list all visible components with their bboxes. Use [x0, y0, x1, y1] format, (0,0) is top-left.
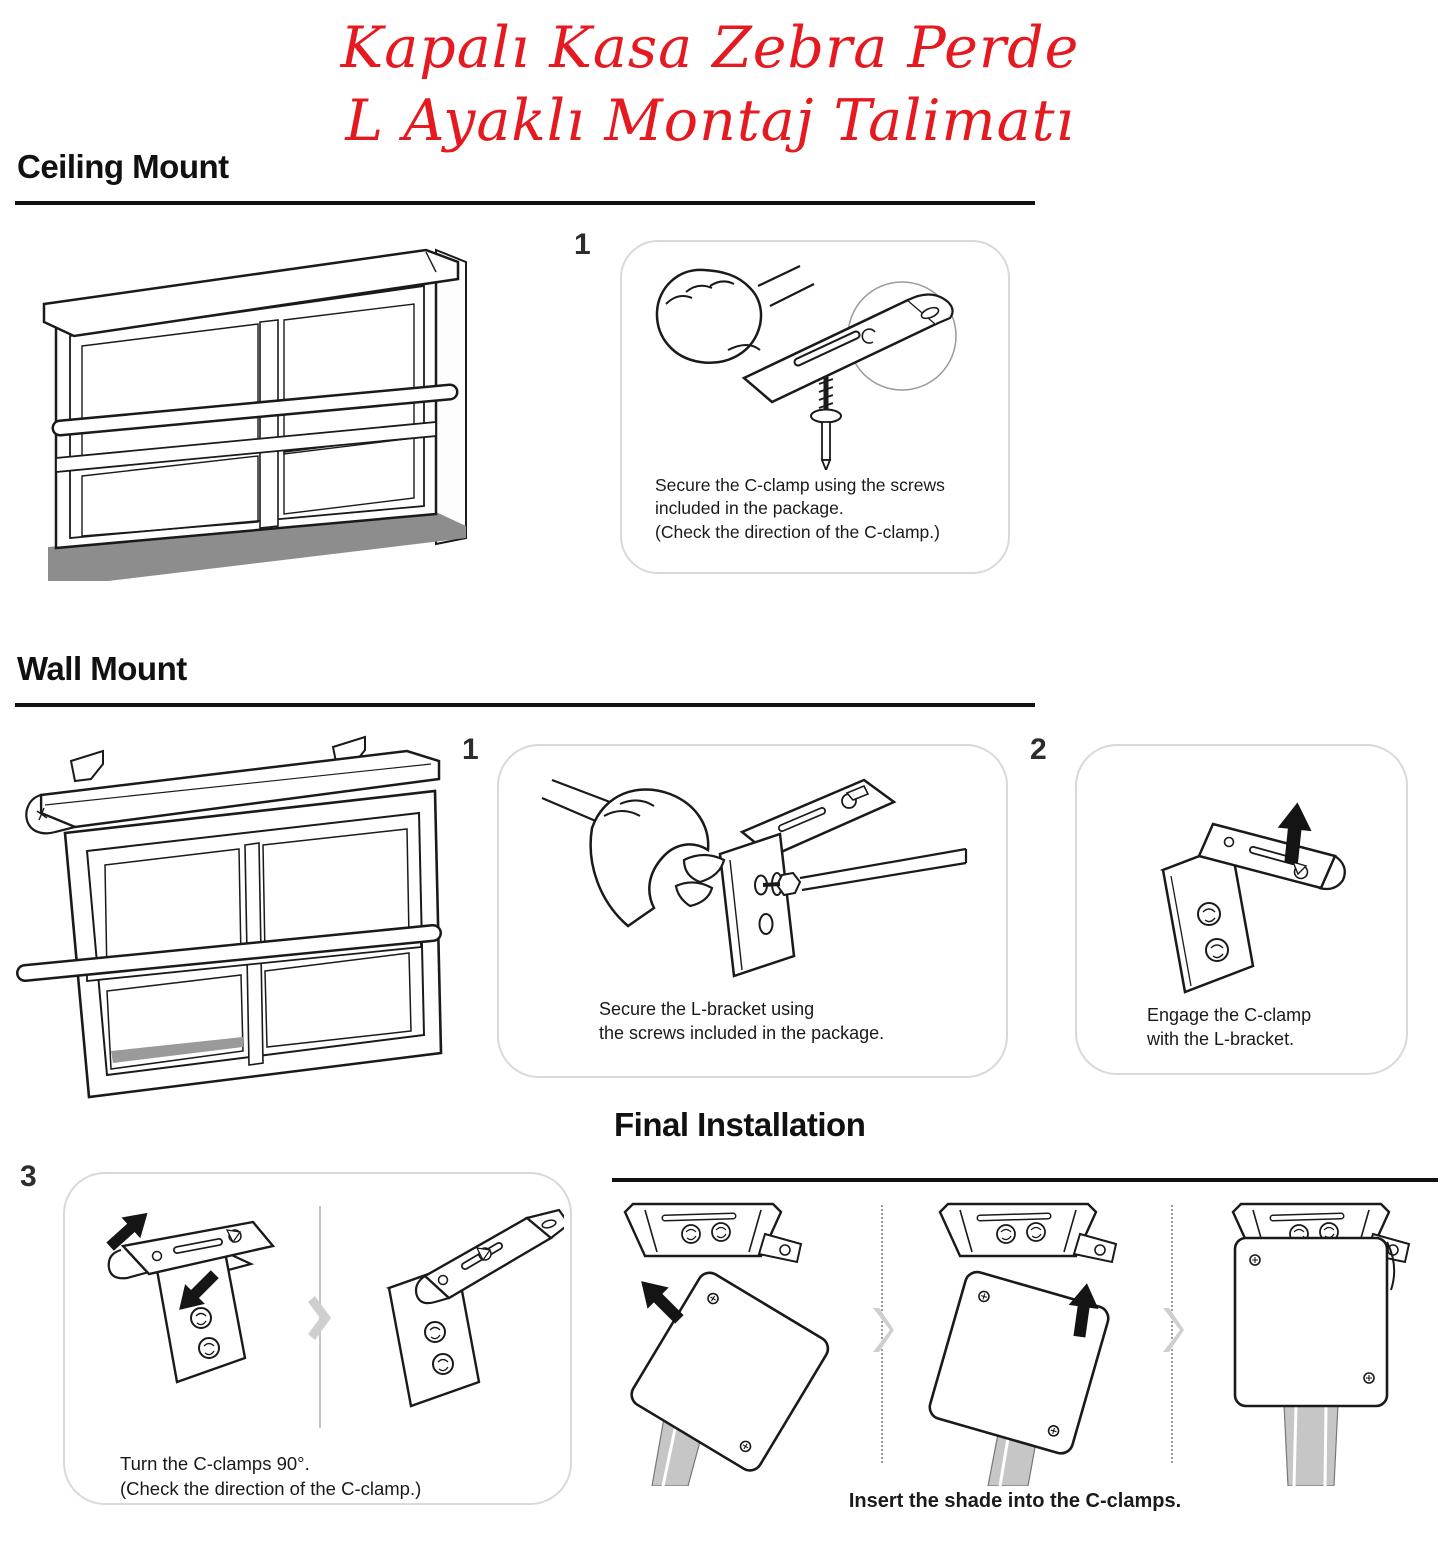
caption-line: (Check the direction of the C-clamp.) — [120, 1477, 422, 1499]
ceiling-mount-rule — [15, 201, 1035, 205]
final-step3-number: 3 — [20, 1160, 37, 1193]
wall-step1-box — [497, 744, 1008, 1078]
ceiling-window-illustration — [38, 246, 543, 581]
ceiling-mount-heading: Ceiling Mount — [17, 148, 229, 185]
caption-line: included in the package. — [655, 498, 844, 519]
engage-c-clamp-illustration — [1105, 774, 1385, 1002]
caption-line: Secure the L-bracket using — [599, 999, 815, 1019]
caption-line: the screws included in the package. — [599, 1022, 885, 1043]
wall-mount-heading: Wall Mount — [17, 650, 187, 687]
caption-line: (Check the direction of the C-clamp.) — [655, 521, 940, 542]
ceiling-step1-number: 1 — [574, 228, 591, 261]
c-clamp-icon — [940, 1204, 1116, 1262]
wall-step1-number: 1 — [462, 733, 479, 766]
final-bottom-caption: Insert the shade into the C-clamps. — [848, 1490, 1182, 1512]
wall-step2-number: 2 — [1030, 733, 1047, 766]
wall-step1-caption — [599, 998, 959, 1046]
insert-shade-panel-3 — [1176, 1196, 1441, 1486]
final-installation-rule — [612, 1178, 1438, 1182]
caption-line: Turn the C-clamps 90°. — [120, 1453, 310, 1474]
page-title — [0, 12, 1420, 158]
final-step3-caption — [120, 1452, 540, 1501]
secure-c-clamp-screw-illustration — [640, 258, 990, 470]
ceiling-step1-caption — [655, 474, 1000, 544]
secure-l-bracket-illustration — [534, 764, 974, 994]
wall-step2-box — [1075, 744, 1408, 1075]
ceiling-step1-box — [620, 240, 1010, 574]
wall-step2-caption — [1147, 1004, 1387, 1052]
insert-shade-panel-2 — [888, 1196, 1153, 1486]
final-installation-heading: Final Installation — [614, 1106, 866, 1143]
caption-line: with the L-bracket. — [1147, 1028, 1295, 1049]
c-clamp-icon — [625, 1204, 801, 1262]
c-clamp-before-rotation — [101, 1202, 273, 1382]
page-title-line2: L Ayaklı Montaj Talimatı — [345, 87, 1075, 154]
caption-line: Engage the C-clamp — [1147, 1005, 1312, 1025]
wall-mount-rule — [15, 703, 1035, 707]
final-step3-box — [63, 1172, 572, 1505]
turn-c-clamps-illustration — [75, 1188, 564, 1450]
c-clamp-after-rotation — [389, 1210, 564, 1406]
insert-shade-panel-1 — [608, 1196, 873, 1486]
caption-line: Secure the C-clamp using the screws — [655, 475, 945, 495]
page-title-line1: Kapalı Kasa Zebra Perde — [340, 15, 1080, 81]
wall-window-illustration — [15, 733, 460, 1101]
